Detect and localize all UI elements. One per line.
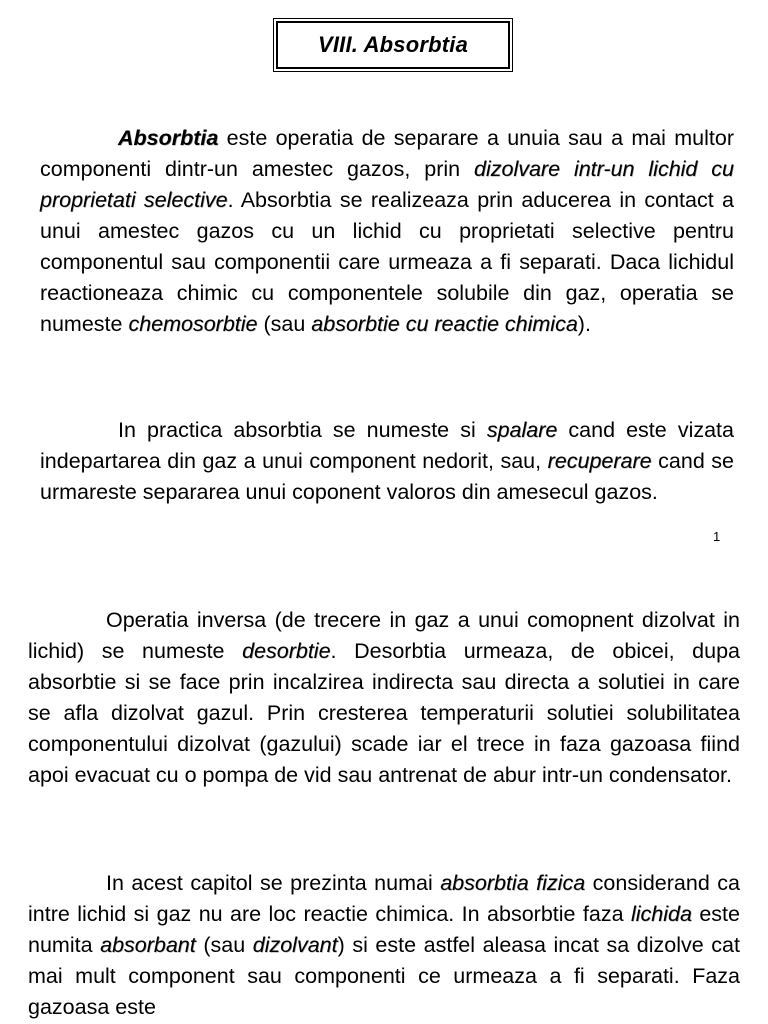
emphasis-chemical-reaction: absorbtie cu reactie chimica [311,312,578,336]
emphasis-recuperare: recuperare [547,449,652,473]
emphasis-absorbant: absorbant [100,933,196,957]
emphasis-lichida: lichida [630,902,692,926]
paragraph-text: cand este vizata indepartarea din gaz a unui component nedorit, sau, [40,418,734,473]
paragraph-text: In acest capitol se prezinta numai [106,871,441,895]
paragraph-text: In practica absorbtia se numeste si [118,418,487,442]
paragraph-text: este numita [28,902,740,957]
paragraph-text: este operatia de separare a unuia sau a mai multor componenti dintr-un amestec gazos, prin [40,126,734,181]
paragraph-text: . Desorbtia urmeaza, de obicei, dupa absorbtie si se face prin incalzirea indirecta sau directa a solutiei in care se afla dizolvat gazul. Prin cresterea temperaturii solutiei solubilitatea componentului dizolvat (gazului) scade iar el trece in faza gazoasa fiind apoi evacuat cu o pompa de vid sau antrenat de abur intr-un condensator. [28,639,740,787]
paragraph-text: Operatia inversa (de trecere in gaz a unui comopnent dizolvat in lichid) se numeste [28,608,740,663]
paragraph-physical-absorption [28,868,740,1023]
paragraph-text: ). [577,312,591,336]
chapter-title-frame [276,21,510,69]
emphasis-spalare: spalare [486,418,558,442]
term-absorbtia: Absorbtia [118,126,219,150]
paragraph-text: (sau [257,312,312,336]
paragraph-practice [40,415,734,508]
chapter-title: VIII. Absorbtia [317,32,469,57]
paragraph-text: cand se urmareste separarea unui coponent valoros din amesecul gazos. [40,449,735,504]
page-number: 1 [713,529,721,544]
paragraph-text: . Absorbtia se realizeaza prin aducerea in contact a unui amestec gazos cu un lichid cu proprietati selective pentru componentul sau componentii care urmeaza a fi separati. Daca lichidul reactioneaza chimic cu componentele solubile din gaz, operatia se numeste [40,188,734,336]
paragraph-text: (sau [195,933,253,957]
paragraph-text: ) si este astfel aleasa incat sa dizolve cat mai mult component sau componenti ce urmeaza a fi separati. Faza gazoasa este [28,933,740,1019]
emphasis-dissolution: dizolvare intr-un lichid cu proprietati selective [40,157,734,212]
chapter-title-box [273,18,513,72]
paragraph-desorption [28,605,740,791]
emphasis-absorbtia-fizica: absorbtia fizica [440,871,586,895]
emphasis-dizolvant: dizolvant [252,933,338,957]
paragraph-definition [40,123,734,340]
paragraph-text: considerand ca intre lichid si gaz nu are loc reactie chimica. In absorbtie faza [28,871,740,926]
emphasis-desorbtie: desorbtie [242,639,331,663]
emphasis-chemosorbtie: chemosorbtie [128,312,258,336]
